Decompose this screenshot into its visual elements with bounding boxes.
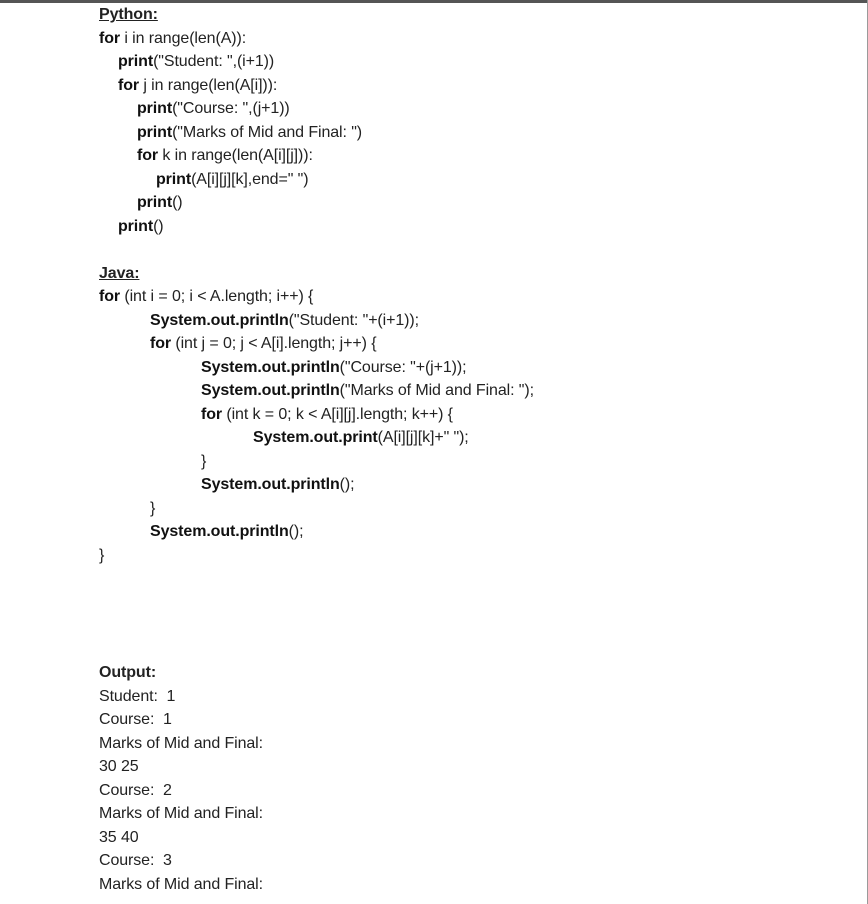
code-text: } [99,546,105,564]
code-text: (int j = 0; j < A[i].length; j++) { [171,335,377,352]
code-keyword: System.out.print [253,429,378,446]
code-line [99,473,839,497]
code-line [99,215,839,239]
output-line: Course: 2 [99,781,172,799]
code-line [99,356,839,380]
code-text: (); [288,523,304,540]
section-spacer [99,238,839,262]
code-keyword: print [156,170,192,188]
code-line [99,27,839,51]
output-line: Marks of Mid and Final: [99,805,263,822]
code-keyword: System.out.println [150,311,289,329]
code-keyword: for [201,405,223,423]
code-keyword: print [137,123,173,141]
code-line [99,332,839,356]
java-heading: Java: [99,264,140,282]
output-heading: Output: [99,664,157,681]
code-line [99,544,839,568]
code-keyword: print [137,100,173,117]
code-line [99,97,839,121]
output-line: Course: 1 [99,711,172,728]
code-line [99,426,839,450]
python-heading: Python: [99,6,158,23]
code-line [99,497,839,521]
output-line: Marks of Mid and Final: [99,875,263,893]
java-code-block [99,285,839,567]
code-text: j in range(len(A[i])): [139,76,278,94]
output-line: 35 40 [99,828,139,846]
code-text: (A[i][j][k]+" "); [377,429,469,446]
code-text: (); [339,476,355,493]
code-keyword: for [150,335,172,352]
code-text: i in range(len(A)): [120,29,247,47]
document-body [99,3,839,896]
code-keyword: System.out.println [150,523,289,540]
code-keyword: System.out.println [201,476,340,493]
code-text: ("Student: ",(i+1)) [153,53,275,70]
code-text: ("Marks of Mid and Final: ") [172,123,363,141]
code-keyword: System.out.println [201,358,340,376]
output-line: 30 25 [99,758,139,775]
python-code-block [99,27,839,239]
code-text: (int i = 0; i < A.length; i++) { [120,288,314,305]
code-keyword: print [118,53,154,70]
output-line: Student: 1 [99,687,176,705]
code-line [99,309,839,333]
output-line: Marks of Mid and Final: [99,734,263,752]
output-block [99,685,839,897]
code-text: ("Course: "+(j+1)); [339,358,467,376]
code-line [99,450,839,474]
code-line [99,50,839,74]
code-line [99,121,839,145]
section-spacer [99,567,839,661]
code-text: () [172,194,183,211]
code-keyword: for [118,76,140,94]
code-keyword: print [137,194,173,211]
code-text: (int k = 0; k < A[i][j].length; k++) { [222,405,453,423]
code-text: ("Marks of Mid and Final: "); [339,382,534,399]
code-text: } [150,499,156,517]
output-line: Course: 3 [99,852,172,869]
code-text: ("Course: ",(j+1)) [172,100,290,117]
code-keyword: for [99,29,121,47]
code-keyword: print [118,217,154,235]
code-keyword: System.out.println [201,382,340,399]
code-line [99,520,839,544]
code-text: ("Student: "+(i+1)); [288,311,419,329]
code-text: () [153,217,164,235]
code-line [99,403,839,427]
code-line [99,379,839,403]
code-line [99,285,839,309]
code-text: (A[i][j][k],end=" ") [191,170,309,188]
code-line [99,144,839,168]
code-line [99,191,839,215]
code-line [99,74,839,98]
code-text: } [201,452,207,470]
code-line [99,168,839,192]
code-keyword: for [99,288,121,305]
code-keyword: for [137,147,159,164]
code-text: k in range(len(A[i][j])): [158,147,313,164]
